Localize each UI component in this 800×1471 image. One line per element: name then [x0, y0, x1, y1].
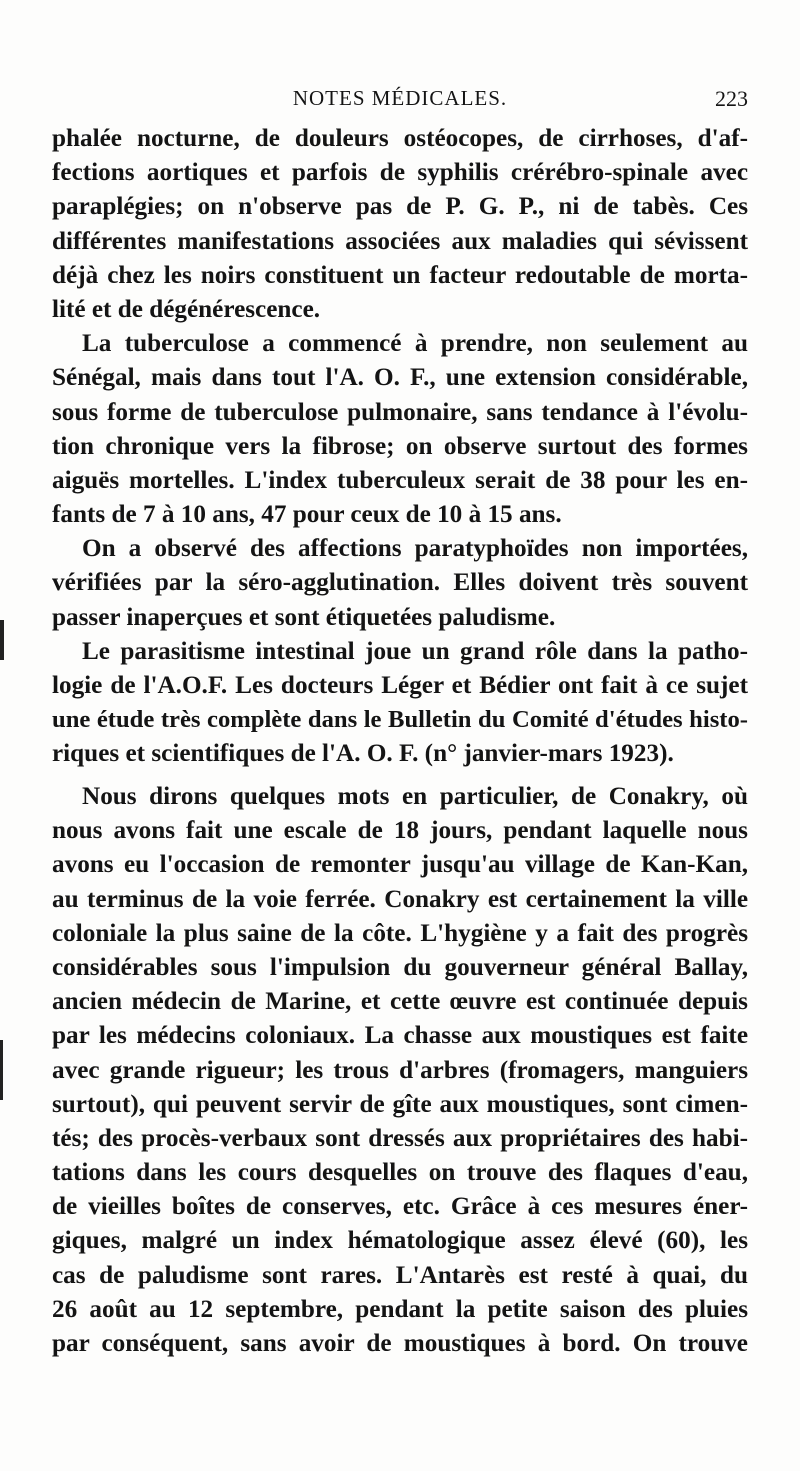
- text-line: différentes manifestations associées aux maladies qui sévissent: [52, 227, 748, 255]
- text-line: tés; des procès-verbaux sont dressés aux propriétaires des habi-: [52, 1124, 748, 1152]
- text-block-2: [52, 780, 748, 1361]
- text-line: giques, malgré un index hématologique assez élevé (60), les: [52, 1227, 748, 1255]
- page-number: 223: [715, 86, 748, 111]
- text-line: 26 août au 12 septembre, pendant la petite saison des pluies: [52, 1295, 748, 1323]
- text-line: par les médecins coloniaux. La chasse aux moustiques est faite: [52, 1022, 748, 1050]
- text-line: au terminus de la voie ferrée. Conakry est certainement la ville: [52, 885, 748, 913]
- text-line: considérables sous l'impulsion du gouverneur général Ballay,: [52, 953, 748, 981]
- text-line: Le parasitisme intestinal joue un grand rôle dans la patho-: [82, 637, 748, 665]
- text-line: avec grande rigueur; les trous d'arbres (fromagers, manguiers: [52, 1056, 748, 1084]
- text-line: avons eu l'occasion de remonter jusqu'au village de Kan-Kan,: [52, 851, 748, 879]
- text-line: déjà chez les noirs constituent un facteur redoutable de morta-: [52, 261, 748, 289]
- text-line: tion chronique vers la fibrose; on observe surtout des formes: [52, 432, 748, 460]
- text-line: Sénégal, mais dans tout l'A. O. F., une extension considérable,: [52, 364, 748, 392]
- text-line: On a observé des affections paratyphoïdes non importées,: [82, 535, 748, 563]
- text-line: aiguës mortelles. L'index tuberculeux serait de 38 pour les en-: [52, 466, 748, 494]
- text-line: nous avons fait une escale de 18 jours, pendant laquelle nous: [52, 817, 748, 845]
- text-line: vérifiées par la séro-agglutination. Elles doivent très souvent: [52, 569, 748, 597]
- running-head: NOTES MÉDICALES.: [292, 86, 508, 110]
- text-line: ancien médecin de Marine, et cette œuvre est continuée depuis: [52, 988, 748, 1016]
- left-margin-mark: [0, 1040, 3, 1100]
- text-line: surtout), qui peuvent servir de gîte aux moustiques, sont cimen-: [52, 1090, 748, 1118]
- text-line: passer inaperçues et sont étiquetées paludisme.: [52, 603, 556, 631]
- text-line: par conséquent, sans avoir de moustiques à bord. On trouve: [52, 1330, 748, 1357]
- text-line: phalée nocturne, de douleurs ostéocopes, de cirrhoses, d'af-: [52, 125, 748, 152]
- text-line: paraplégies; on n'observe pas de P. G. P., ni de tabès. Ces: [52, 193, 748, 221]
- text-line: tations dans les cours desquelles on trouve des flaques d'eau,: [52, 1159, 748, 1187]
- text-line: cas de paludisme sont rares. L'Antarès est resté à quai, du: [52, 1261, 748, 1289]
- text-line: lité et de dégénérescence.: [52, 295, 321, 323]
- text-line: coloniale la plus saine de la côte. L'hygiène y a fait des progrès: [52, 919, 748, 947]
- text-line: fections aortiques et parfois de syphilis crérébro-spinale avec: [52, 159, 748, 187]
- text-line: Nous dirons quelques mots en particulier, de Conakry, où: [82, 783, 748, 810]
- text-line: sous forme de tuberculose pulmonaire, sans tendance à l'évolu-: [52, 398, 748, 426]
- text-line: une étude très complète dans le Bulletin du Comité d'études histo-: [52, 706, 748, 734]
- text-line: La tuberculose a commencé à prendre, non seulement au: [82, 330, 748, 358]
- text-block-1: [52, 122, 748, 772]
- page-header: [52, 82, 748, 116]
- text-line: fants de 7 à 10 ans, 47 pour ceux de 10 à 15 ans.: [52, 501, 562, 529]
- text-line: logie de l'A.O.F. Les docteurs Léger et Bédier ont fait à ce sujet: [52, 672, 748, 699]
- text-line: riques et scientifiques de l'A. O. F. (n° janvier-mars 1923).: [52, 740, 674, 768]
- left-margin-mark: [0, 620, 4, 660]
- text-line: de vieilles boîtes de conserves, etc. Grâce à ces mesures éner-: [52, 1193, 748, 1221]
